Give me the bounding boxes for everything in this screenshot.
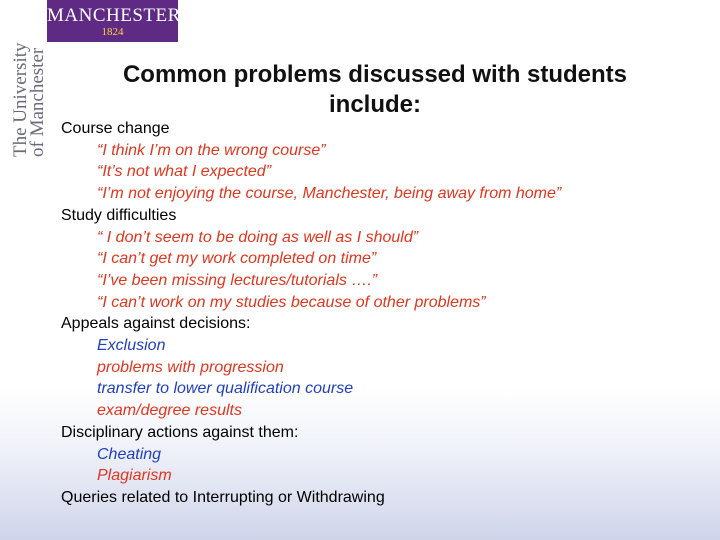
wordmark-line-1: The University [10,42,31,157]
logo-year: 1824 [101,26,124,38]
section-item: Plagiarism [97,467,172,485]
section-heading: Queries related to Interrupting or Withdrawing [61,488,385,506]
section-item: “I can’t work on my studies because of other problems” [97,293,486,311]
section-item: “ I don’t seem to be doing as well as I should” [97,228,419,246]
section-item: “I’ve been missing lectures/tutorials ….” [97,271,378,289]
section-item: “I think I’m on the wrong course” [97,141,326,159]
section-item: “It’s not what I expected” [97,163,272,181]
section-item: “I’m not enjoying the course, Manchester, being away from home” [97,185,562,203]
logo-name: MANCHESTER [47,5,181,26]
section-item: problems with progression [97,358,284,376]
slide-body [61,118,711,509]
title-line-2: include: [328,91,421,118]
section-item: Exclusion [97,337,166,355]
slide-title [60,60,690,120]
university-logo [47,0,181,42]
title-line-1: Common problems discussed with students [122,61,628,88]
section-item: Cheating [97,445,162,463]
section-heading: Appeals against decisions: [61,315,251,333]
section-heading: Study difficulties [61,206,177,224]
section-item: exam/degree results [97,402,242,420]
section-heading: Disciplinary actions against them: [61,423,299,441]
university-wordmark [12,0,46,157]
section-heading: Course change [61,120,170,137]
wordmark-line-2: of Manchester [27,47,48,157]
section-item: “I can’t get my work completed on time” [97,250,377,268]
section-item: transfer to lower qualification course [97,380,354,398]
